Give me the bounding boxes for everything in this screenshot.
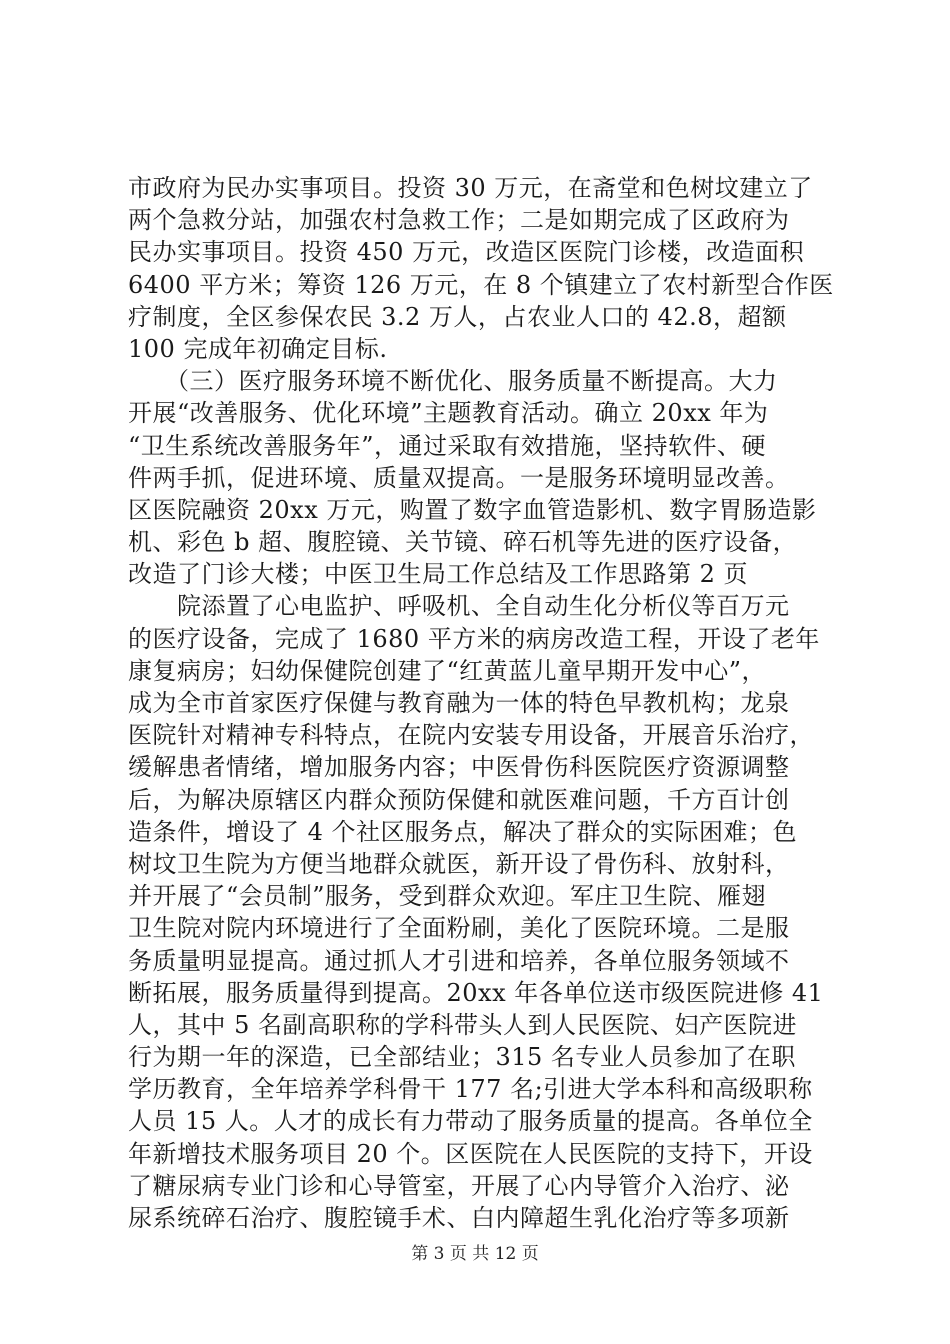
text-line: （三）医疗服务环境不断优化、服务质量不断提高。大力 — [128, 367, 778, 396]
text-line: 后，为解决原辖区内群众预防保健和就医难问题，千方百计创 — [128, 785, 790, 814]
text-line: 学历教育，全年培养学科骨干 177 名;引进大学本科和高级职称 — [128, 1075, 813, 1104]
text-line: 两个急救分站，加强农村急救工作；二是如期完成了区政府为 — [128, 206, 790, 235]
text-line: 断拓展，服务质量得到提高。20xx 年各单位送市级医院进修 41 — [128, 978, 824, 1007]
text-line: 件两手抓，促进环境、质量双提高。一是服务环境明显改善。 — [128, 463, 790, 492]
text-line: 院添置了心电监护、呼吸机、全自动生化分析仪等百万元 — [128, 592, 790, 621]
text-line: 人员 15 人。人才的成长有力带动了服务质量的提高。各单位全 — [128, 1107, 813, 1136]
text-line: “卫生系统改善服务年”，通过采取有效措施，坚持软件、硬 — [128, 431, 767, 460]
text-line: 并开展了“会员制”服务，受到群众欢迎。军庄卫生院、雁翅 — [128, 882, 767, 911]
text-line: 区医院融资 20xx 万元，购置了数字血管造影机、数字胃肠造影 — [128, 495, 817, 524]
text-line: 6400 平方米；筹资 126 万元，在 8 个镇建立了农村新型合作医 — [128, 270, 834, 299]
text-line: 疗制度，全区参保农民 3.2 万人，占农业人口的 42.8，超额 — [128, 302, 787, 331]
text-line: 造条件，增设了 4 个社区服务点，解决了群众的实际困难；色 — [128, 817, 798, 846]
text-line: 机、彩色 b 超、腹腔镜、关节镜、碎石机等先进的医疗设备， — [128, 528, 798, 557]
text-line: 人，其中 5 名副高职称的学科带头人到人民医院、妇产医院进 — [128, 1010, 798, 1039]
document-body — [128, 172, 834, 1234]
text-line: 卫生院对院内环境进行了全面粉刷，美化了医院环境。二是服 — [128, 914, 790, 943]
text-line: 树坟卫生院为方便当地群众就医，新开设了骨伤科、放射科， — [128, 849, 790, 878]
text-line: 改造了门诊大楼；中医卫生局工作总结及工作思路第 2 页 — [128, 560, 749, 589]
text-line: 民办实事项目。投资 450 万元，改造区医院门诊楼，改造面积 — [128, 238, 805, 267]
text-line: 成为全市首家医疗保健与教育融为一体的特色早教机构；龙泉 — [128, 689, 790, 717]
text-line: 务质量明显提高。通过抓人才引进和培养，各单位服务领域不 — [128, 946, 790, 975]
text-line: 尿系统碎石治疗、腹腔镜手术、白内障超生乳化治疗等多项新 — [128, 1204, 790, 1232]
text-line: 年新增技术服务项目 20 个。区医院在人民医院的支持下，开设 — [128, 1139, 813, 1168]
text-line: 了糖尿病专业门诊和心导管室，开展了心内导管介入治疗、泌 — [128, 1171, 790, 1200]
text-line: 行为期一年的深造，已全部结业；315 名专业人员参加了在职 — [128, 1043, 796, 1072]
text-line: 市政府为民办实事项目。投资 30 万元，在斋堂和色树坟建立了 — [128, 174, 813, 202]
page-footer: 第 3 页 共 12 页 — [411, 1244, 539, 1264]
text-line: 100 完成年初确定目标. — [128, 334, 388, 363]
text-line: 的医疗设备，完成了 1680 平方米的病房改造工程，开设了老年 — [128, 624, 820, 653]
text-line: 缓解患者情绪，增加服务内容；中医骨伤科医院医疗资源调整 — [128, 753, 790, 782]
text-line: 开展“改善服务、优化环境”主题教育活动。确立 20xx 年为 — [128, 399, 769, 428]
text-line: 康复病房；妇幼保健院创建了“红黄蓝儿童早期开发中心”， — [128, 656, 767, 685]
text-line: 医院针对精神专科特点，在院内安装专用设备，开展音乐治疗， — [128, 721, 814, 750]
